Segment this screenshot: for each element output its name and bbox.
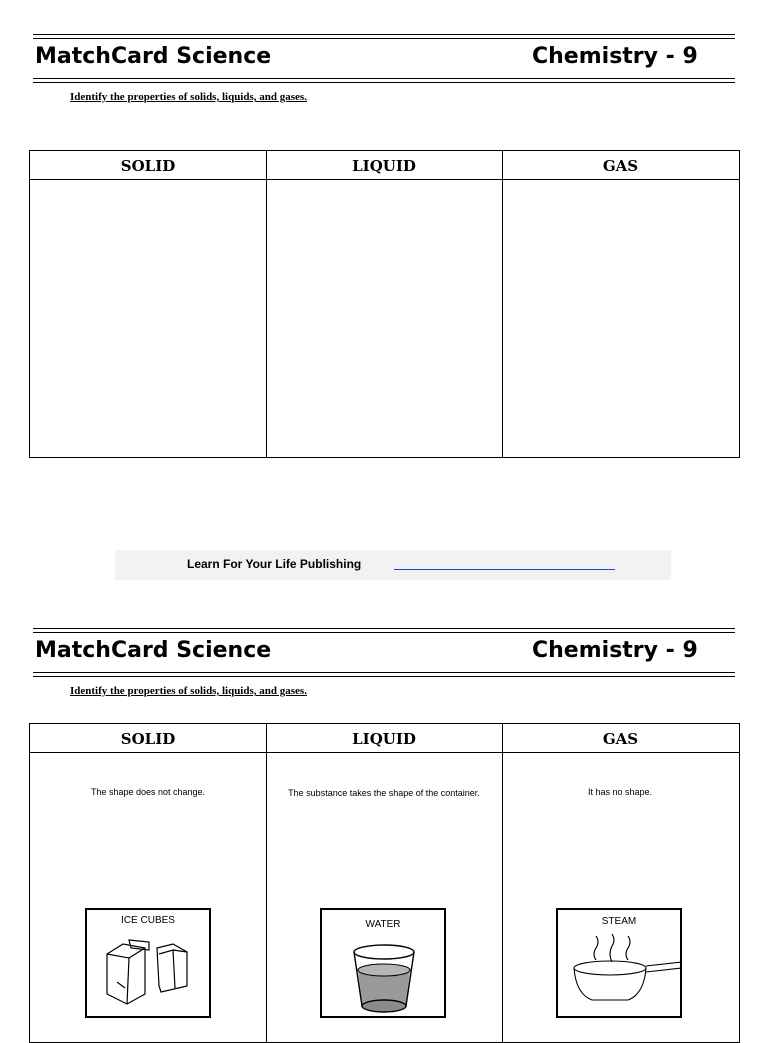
header-rule <box>33 38 735 39</box>
publisher-footer <box>115 550 671 580</box>
worksheet-subject: Chemistry - 9 <box>532 638 698 663</box>
sorting-table <box>29 723 740 1043</box>
worksheet-subject: Chemistry - 9 <box>532 44 698 69</box>
match-card-water[interactable] <box>320 908 446 1018</box>
water-glass-icon <box>322 932 444 1016</box>
column-divider <box>266 151 267 457</box>
property-gas: It has no shape. <box>587 787 653 797</box>
header-rule <box>33 676 735 677</box>
sorting-table <box>29 150 740 458</box>
column-header-liquid: LIQUID <box>352 730 416 748</box>
column-header-liquid: LIQUID <box>352 157 416 175</box>
worksheet-answers <box>0 594 768 1024</box>
worksheet-title: MatchCard Science <box>35 44 272 69</box>
instruction-text: Identify the properties of solids, liquids, and gases. <box>70 91 307 103</box>
card-label: STEAM <box>601 916 637 927</box>
ice-cubes-icon <box>87 932 209 1016</box>
header-rule <box>33 78 735 79</box>
column-header-gas: GAS <box>602 730 639 748</box>
column-header-solid: SOLID <box>120 157 176 175</box>
publisher-name: Learn For Your Life Publishing <box>187 557 362 571</box>
column-header-solid: SOLID <box>120 730 176 748</box>
header-rule <box>33 82 735 83</box>
column-divider <box>266 724 267 1042</box>
card-label: ICE CUBES <box>121 915 175 926</box>
instruction-text: Identify the properties of solids, liquids, and gases. <box>70 685 307 697</box>
match-card-ice-cubes[interactable] <box>85 908 211 1018</box>
property-liquid: The substance takes the shape of the container. <box>288 788 480 798</box>
card-label: WATER <box>365 919 401 930</box>
header-rule <box>33 632 735 633</box>
header-rule <box>33 672 735 673</box>
header-divider <box>30 752 739 753</box>
header-divider <box>30 179 739 180</box>
header-rule <box>33 34 735 35</box>
steaming-pot-icon <box>558 932 680 1016</box>
column-divider <box>502 151 503 457</box>
match-card-steam[interactable] <box>556 908 682 1018</box>
property-solid: The shape does not change. <box>90 787 206 797</box>
publisher-link[interactable] <box>394 569 615 570</box>
header-rule <box>33 628 735 629</box>
worksheet-title: MatchCard Science <box>35 638 272 663</box>
column-header-gas: GAS <box>602 157 639 175</box>
column-divider <box>502 724 503 1042</box>
